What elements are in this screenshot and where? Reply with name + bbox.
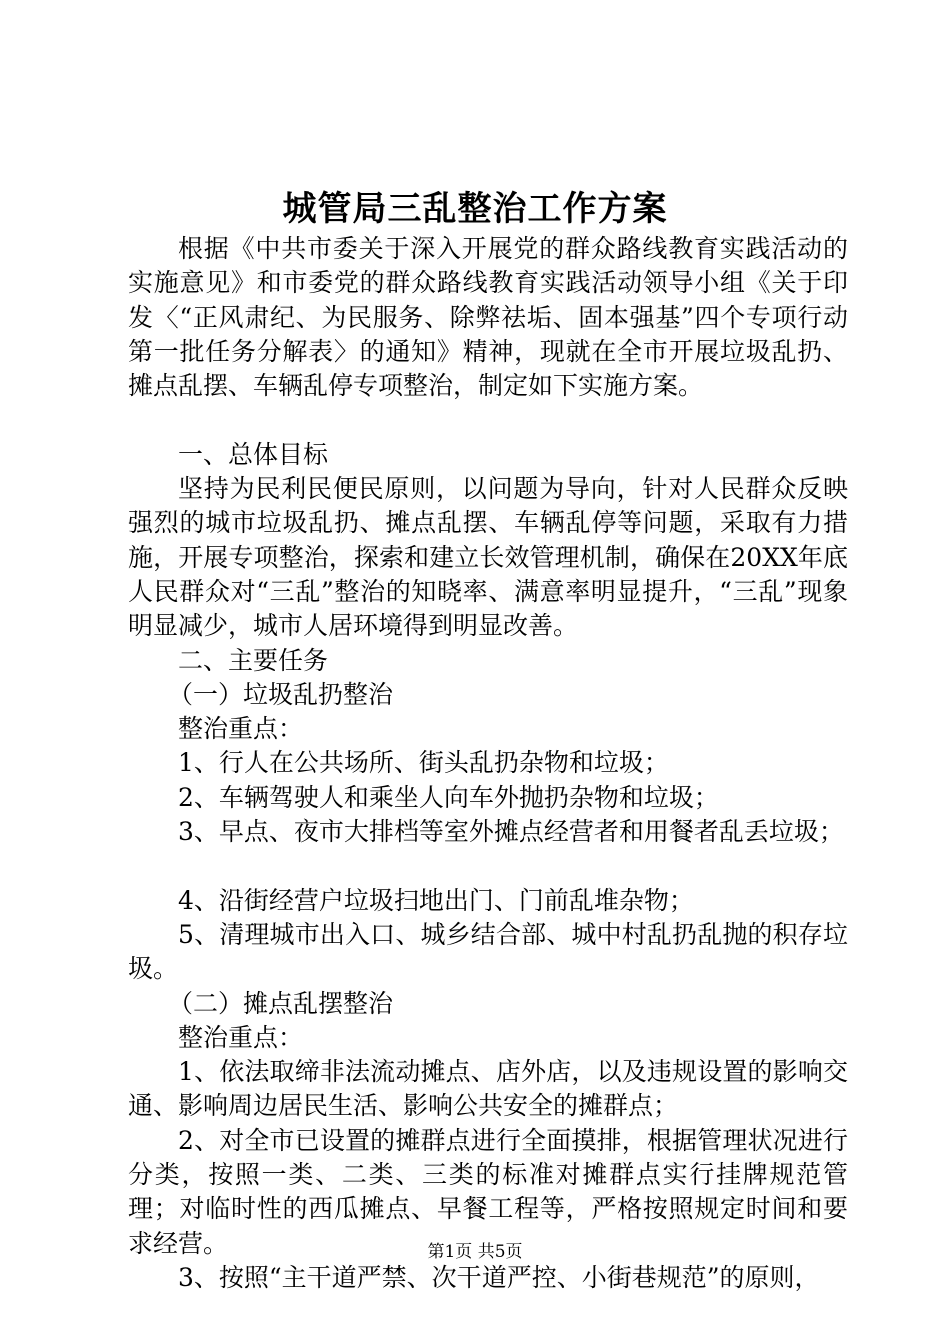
section-paragraph: 坚持为民利民便民原则，以问题为导向，针对人民群众反映强烈的城市垃圾乱扔、摊点乱摆、车辆乱停等问题，采取有力措施，开展专项整治，探索和建立长效管理机制，确保在20XX年底人民群众对“三乱”整治的知晓率、满意率明显提升，“三乱”现象明显减少，城市人居环境得到明显改善。 (128, 474, 848, 641)
list-item: 2、对全市已设置的摊群点进行全面摸排，根据管理状况进行分类，按照一类、二类、三类的标准对摊群点实行挂牌规范管理；对临时性的西瓜摊点、早餐工程等，严格按照规定时间和要求经营。 (128, 1125, 848, 1258)
list-item: 3、按照“主干道严禁、次干道严控、小街巷规范”的原则， (178, 1262, 820, 1292)
blank-line (128, 403, 848, 437)
list-item: 5、清理城市出入口、城乡结合部、城中村乱扔乱抛的积存垃圾。 (128, 919, 848, 984)
blank-line (128, 849, 848, 883)
section-heading: 一、总体目标 (178, 439, 329, 469)
list-item: 1、依法取缔非法流动摊点、店外店，以及违规设置的影响交通、影响周边居民生活、影响公共安全的摊群点； (128, 1057, 848, 1121)
list-item: 1、行人在公共场所、街头乱扔杂物和垃圾； (178, 748, 669, 778)
list-item: 2、车辆驾驶人和乘坐人向车外抛扔杂物和垃圾； (178, 782, 719, 812)
section-heading: 二、主要任务 (178, 645, 329, 675)
page-number: 第1页 共5页 (427, 1242, 523, 1262)
list-item: 3、早点、夜市大排档等室外摊点经营者和用餐者乱丢垃圾； (178, 817, 844, 847)
subsection-heading: （一）垃圾乱扔整治 (168, 679, 394, 709)
focus-label: 整治重点： (178, 1022, 304, 1052)
focus-label: 整治重点： (178, 714, 304, 744)
document-title: 城管局三乱整治工作方案 (282, 189, 668, 229)
document-body (128, 232, 848, 1295)
list-item: 4、沿街经营户垃圾扫地出门、门前乱堆杂物； (178, 885, 694, 915)
subsection-heading: （二）摊点乱摆整治 (168, 988, 394, 1018)
intro-paragraph: 根据《中共市委关于深入开展党的群众路线教育实践活动的实施意见》和市委党的群众路线教育实践活动领导小组《关于印发〈“正风肃纪、为民服务、除弊祛垢、固本强基”四个专项行动第一批任务分解表〉的通知》精神，现就在全市开展垃圾乱扔、摊点乱摆、车辆乱停专项整治，制定如下实施方案。 (128, 234, 848, 401)
